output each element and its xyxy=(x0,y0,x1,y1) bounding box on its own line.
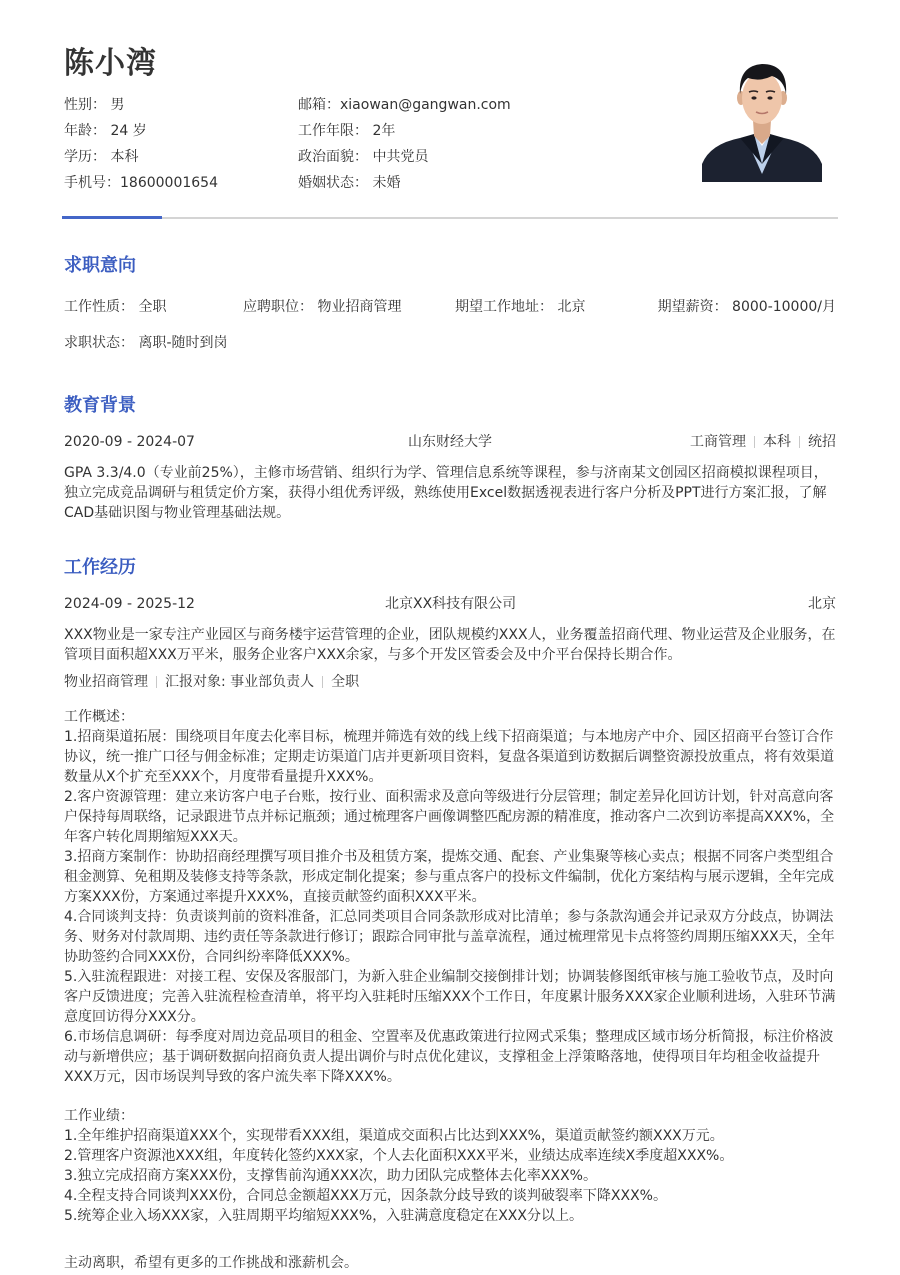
header-divider-accent xyxy=(62,216,162,219)
job-location: 期望工作地址： 北京 xyxy=(455,299,586,315)
overview-line: 协议，统一推广口径与佣金标准；定期走访渠道门店并更新项目资料，复盘各渠道到访数据后调整资源投放重点，将有效渠道 xyxy=(64,749,834,765)
section-title-work: 工作经历 xyxy=(64,557,136,578)
overview-line: 1.招商渠道拓展：围绕项目年度去化率目标，梳理并筛选有效的线上线下招商渠道；与本地房产中介、园区招商平台签订合作 xyxy=(64,729,834,745)
info-politics: 政治面貌： 中共党员 xyxy=(298,149,429,165)
overview-line: 2.客户资源管理：建立来访客户电子台账，按行业、面积需求及意向等级进行分层管理；制定差异化回访计划，针对高意向客 xyxy=(64,789,834,805)
education-description-line: 独立完成竞品调研与租赁定价方案，获得小组优秀评级，熟练使用Excel数据透视表进行客户分析及PPT进行方案汇报，了解 xyxy=(64,485,827,501)
section-title-job-intent: 求职意向 xyxy=(64,255,136,276)
overview-line: 6.市场信息调研：每季度对周边竞品项目的租金、空置率及优惠政策进行拉网式采集；整理成区域市场分析简报，标注价格波 xyxy=(64,1029,834,1045)
work-tags xyxy=(64,673,359,691)
info-years: 工作年限： 2年 xyxy=(298,123,396,139)
education-description-line: GPA 3.3/4.0（专业前25%），主修市场营销、组织行为学、管理信息系统等课程，参与济南某文创园区招商模拟课程项目， xyxy=(64,465,828,481)
section-title-education: 教育背景 xyxy=(64,395,136,416)
separator xyxy=(156,676,157,688)
overview-line: 务、财务对付款周期、违约责任等条款进行修订；跟踪合同审批与盖章流程，通过梳理常见卡点将签约周期压缩XXX天，全年 xyxy=(64,929,835,945)
results-line: 3.独立完成招商方案XXX份，支撑售前沟通XXX次，助力团队完成整体去化率XXX%。 xyxy=(64,1168,597,1184)
leave-reason-line: 主动离职，希望有更多的工作挑战和涨薪机会。 xyxy=(64,1255,358,1271)
overview-line: 方案XXX份，方案通过率提升XXX%，直接贡献签约面积XXX平米。 xyxy=(64,889,486,905)
profile-photo xyxy=(702,52,822,182)
overview-line: 数量从X个扩充至XXX个，月度带看量提升XXX%。 xyxy=(64,769,383,785)
results-line: 1.全年维护招商渠道XXX个，实现带看XXX组，渠道成交面积占比达到XXX%，渠道贡献签约额XXX万元。 xyxy=(64,1128,724,1144)
work-report-to: 汇报对象: 事业部负责人 xyxy=(165,674,315,690)
overview-line: 3.招商方案制作：协助招商经理撰写项目推介书及租赁方案，提炼交通、配套、产业集聚等核心卖点；根据不同客户类型组合 xyxy=(64,849,834,865)
work-job-type: 全职 xyxy=(331,674,360,690)
candidate-name: 陈小湾 xyxy=(64,46,157,81)
overview-line: 户保持每周联络，记录跟进节点并标记瓶颈；通过梳理客户画像调整匹配房源的精准度，推动客户二次到访率提高XXX%，全 xyxy=(64,809,835,825)
separator xyxy=(754,436,755,448)
education-major: 工商管理 xyxy=(690,434,746,450)
education-description xyxy=(64,463,839,523)
work-city: 北京 xyxy=(808,596,836,612)
results-line: 5.统筹企业入场XXX家，入驻周期平均缩短XXX%，入驻满意度稳定在XXX分以上。 xyxy=(64,1208,583,1224)
overview-line: 意度回访得分XXX分。 xyxy=(64,1009,205,1025)
overview-line: 4.合同谈判支持：负责谈判前的资料准备，汇总同类项目合同条款形成对比清单；参与条款沟通会并记录双方分歧点，协调法 xyxy=(64,909,834,925)
overview-line: 工作概述： xyxy=(64,709,134,725)
work-results xyxy=(64,1106,839,1226)
education-period: 2020-09 - 2024-07 xyxy=(64,434,195,450)
results-line: 2.管理客户资源池XXX组，年度转化签约XXX家，个人去化面积XXX平米，业绩达成率连续X季度超XXX%。 xyxy=(64,1148,734,1164)
education-details xyxy=(690,433,836,451)
overview-line: 协助签约合同XXX份，合同纠纷率降低XXX%。 xyxy=(64,949,359,965)
overview-line: 租金测算、免租期及装修支持等条款，形成定制化提案；参与重点客户的投标文件编制，优化方案结构与展示逻辑，全年完成 xyxy=(64,869,834,885)
work-period: 2024-09 - 2025-12 xyxy=(64,596,195,612)
company-description xyxy=(64,625,839,665)
header-divider xyxy=(62,217,838,219)
company-description-line: 管项目面积超XXX万平米，服务企业客户XXX余家，与多个开发区管委会及中介平台保持长期合作。 xyxy=(64,647,682,663)
overview-line: XXX万元，因市场误判导致的客户流失率下降XXX%。 xyxy=(64,1069,401,1085)
info-gender: 性别： 男 xyxy=(64,97,125,113)
job-status: 求职状态： 离职-随时到岗 xyxy=(64,335,228,351)
info-marital: 婚姻状态： 未婚 xyxy=(298,175,401,191)
overview-line: 5.入驻流程跟进：对接工程、安保及客服部门，为新入驻企业编制交接倒排计划；协调装修图纸审核与施工验收节点，及时向 xyxy=(64,969,834,985)
separator xyxy=(799,436,800,448)
info-email: 邮箱：xiaowan@gangwan.com xyxy=(298,97,511,113)
overview-line: 年客户转化周期缩短XXX天。 xyxy=(64,829,247,845)
education-enrollment: 统招 xyxy=(808,434,836,450)
info-age: 年龄： 24 岁 xyxy=(64,123,147,139)
education-description-line: CAD基础识图与物业管理基础法规。 xyxy=(64,505,291,521)
overview-line: 客户反馈进度；完善入驻流程检查清单，将平均入驻耗时压缩XXX个工作日，年度累计服务XXX家企业顺利进场，入驻环节满 xyxy=(64,989,836,1005)
results-line: 4.全程支持合同谈判XXX份，合同总金额超XXX万元，因条款分歧导致的谈判破裂率下降XXX%。 xyxy=(64,1188,667,1204)
info-education: 学历： 本科 xyxy=(64,149,139,165)
overview-line: 动与新增供应；基于调研数据向招商负责人提出调价与时点优化建议，支撑租金上浮策略落地，使得项目年均租金收益提升 xyxy=(64,1049,820,1065)
work-overview xyxy=(64,707,839,1087)
work-company: 北京XX科技有限公司 xyxy=(385,596,517,612)
info-phone: 手机号：18600001654 xyxy=(64,175,218,191)
job-salary: 期望薪资： 8000-10000/月 xyxy=(657,299,836,315)
work-role: 物业招商管理 xyxy=(64,674,148,690)
job-position: 应聘职位： 物业招商管理 xyxy=(243,299,402,315)
company-description-line: XXX物业是一家专注产业园区与商务楼宇运营管理的企业，团队规模约XXX人，业务覆盖招商代理、物业运营及企业服务，在 xyxy=(64,627,836,643)
separator xyxy=(322,676,323,688)
results-line: 工作业绩： xyxy=(64,1108,134,1124)
education-degree: 本科 xyxy=(763,434,791,450)
leave-reason xyxy=(64,1253,839,1273)
avatar-portrait-icon xyxy=(702,52,822,182)
job-type: 工作性质： 全职 xyxy=(64,299,167,315)
education-school: 山东财经大学 xyxy=(408,434,492,450)
